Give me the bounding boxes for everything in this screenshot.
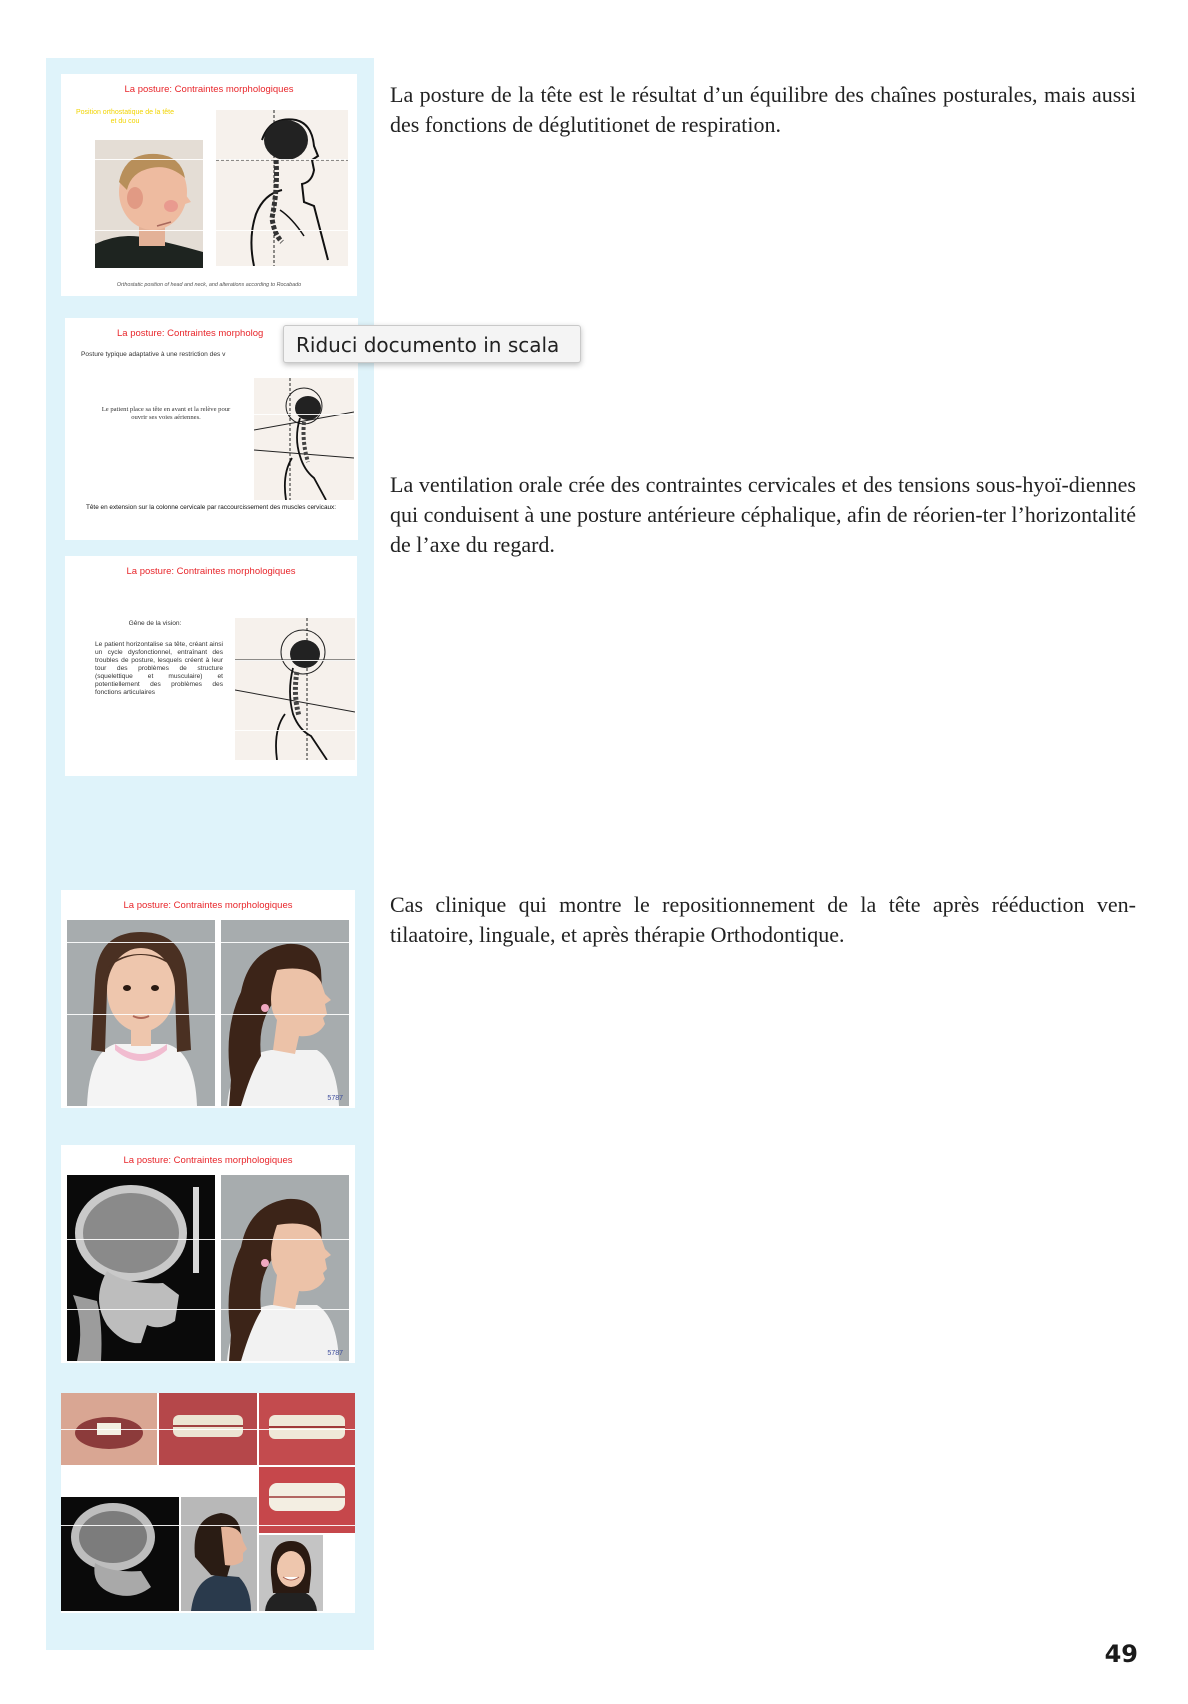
slide-title: La posture: Contraintes morphologiques: [124, 84, 294, 95]
grid-line: [235, 660, 355, 661]
grid-line: [61, 942, 355, 943]
slide-title: La posture: Contraintes morphologiques: [123, 1155, 293, 1166]
girl-front-smile-photo: [259, 1535, 323, 1611]
forward-head-drawing: [254, 378, 354, 500]
slide-4: [61, 890, 355, 1108]
grid-line: [61, 1239, 355, 1240]
photo-stamp: 5787: [327, 1095, 343, 1102]
grid-line: [245, 414, 355, 415]
posture-skeleton-drawing: [216, 110, 348, 266]
slide-subtitle: Position orthostatique de la tête et du cou: [75, 109, 175, 125]
grid-line: [61, 1525, 355, 1526]
slide-body: Le patient horizontalise sa tête, créant ainsi un cycle dysfonctionnel, entraînant des troubles de posture, lesquels créent à leur tour des problèmes de structure (squelettique et musculaire) et potentiellement des problèmes des fonctions articulaires: [95, 641, 223, 696]
slide-intro: Posture typique adaptative à une restriction des v: [81, 351, 226, 358]
slide-footer: Tête en extension sur la colonne cervicale par raccourcissement des muscles cervicaux:: [85, 504, 337, 511]
grid-line: [61, 1429, 355, 1430]
slide-title: La posture: Contraintes morphologiques: [123, 900, 293, 911]
paragraph-2: La ventilation orale crée des contraintes cervicales et des tensions sous-hyoï-diennes qui conduisent à une posture antérieure céphalique, afin de réorien-ter l’horizontalité de l’axe du regard.: [390, 472, 1136, 557]
slide-6-collage: [61, 1393, 355, 1613]
paragraph-3: Cas clinique qui montre le repositionnement de la tête après rééduction ven-tilaatoire, linguale, et après thérapie Orthodontique.: [390, 892, 1136, 947]
slide-5: [61, 1145, 355, 1363]
slide-title: La posture: Contraintes morphologiques: [126, 566, 296, 577]
page-number: 49: [1104, 1640, 1138, 1668]
grid-line: [235, 730, 355, 731]
slide-1: [61, 74, 357, 296]
girl-profile-photo: [221, 920, 349, 1106]
paragraph-1: La posture de la tête est le résultat d’un équilibre des chaînes posturales, mais aussi des fonctions de déglutitionet de respiration.: [390, 82, 1136, 137]
slide-heading: Gêne de la vision:: [128, 620, 182, 627]
grid-line: [61, 1309, 355, 1310]
slide-title: La posture: Contraintes morpholog: [117, 328, 264, 339]
girl-front-photo: [67, 920, 215, 1106]
slide-caption: Orthostatic position of head and neck, and alterations according to Rocabado: [116, 282, 302, 288]
intraoral-after-photo: [259, 1467, 355, 1533]
head-tilt-drawing: [235, 618, 355, 760]
grid-line: [91, 159, 351, 160]
cephalometric-xray: [67, 1175, 215, 1361]
grid-line: [91, 230, 351, 231]
cephalometric-xray: [61, 1497, 179, 1611]
photo-stamp: 5787: [327, 1350, 343, 1357]
slide-body: Le patient place sa tête en avant et la relève pour ouvrir ses voies aériennes.: [101, 406, 231, 421]
girl-profile-photo: [221, 1175, 349, 1361]
girl-profile-photo: [181, 1497, 257, 1611]
slide-3: [65, 556, 357, 776]
grid-line: [61, 1014, 355, 1015]
zoom-out-tooltip: Riduci documento in scala: [283, 325, 581, 363]
